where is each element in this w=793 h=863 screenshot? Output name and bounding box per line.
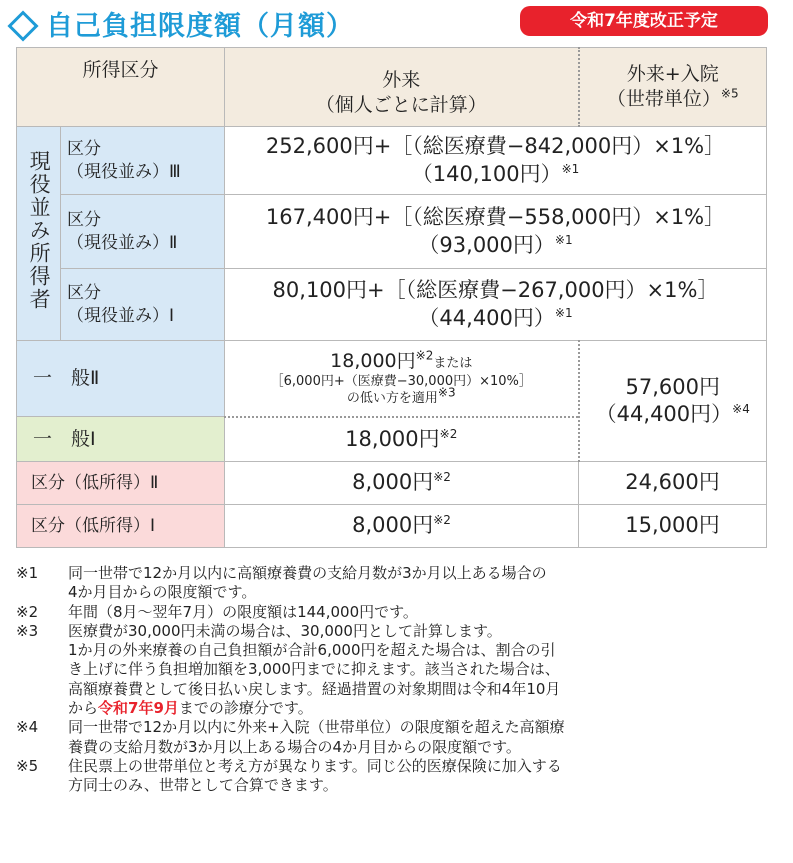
footnote: ※1 同一世帯で12か月以内に高額療養費の支給月数が3か月以上ある場合の 4か月目からの限度額です。	[16, 564, 547, 602]
table-row	[17, 341, 767, 417]
footnote: ※5 住民票上の世帯単位と考え方が異なります。同じ公的医療保険に加入する 方同士のみ、世帯として合算できます。	[16, 756, 562, 795]
header-outpatient: 外来 （個人ごとに計算）	[225, 48, 579, 127]
row-value-combined: 15,000円	[579, 505, 767, 548]
table-row	[17, 127, 767, 195]
row-value: 18,000円$^{※2}$	[225, 417, 579, 462]
row-label: 一 般Ⅱ	[17, 341, 225, 417]
row-label: 区分 （現役並み）Ⅲ	[61, 127, 225, 195]
group-cell	[17, 127, 61, 341]
page-title: 自己負担限度額（月額）	[6, 4, 354, 43]
row-label: 区分（低所得）Ⅰ	[17, 505, 225, 548]
table-header-row	[17, 48, 767, 127]
row-value-combined: 57,600円 （44,400円）$^{※4}$	[579, 341, 767, 462]
header-category: 所得区分	[17, 48, 225, 127]
diamond-icon	[7, 10, 38, 41]
footnote: ※4 同一世帯で12か月以内に外来+入院（世帯単位）の限度額を超えた高額療 養費の支給月数が3か月以上ある場合の4か月目からの限度額です。	[16, 718, 565, 756]
revision-badge: 令和7年度改正予定	[520, 6, 768, 36]
row-value: 80,100円+［（総医療費−267,000円）×1%］ （44,400円）$^{※1}$	[225, 269, 767, 341]
table-row	[17, 462, 767, 505]
footnote: ※2 年間（8月〜翌年7月）の限度額は144,000円です。	[16, 602, 418, 621]
table-row	[17, 195, 767, 269]
row-value: 8,000円$^{※2}$	[225, 505, 579, 548]
table-row	[17, 505, 767, 548]
row-value: 167,400円+［（総医療費−558,000円）×1%］ （93,000円）$^{※1}$	[225, 195, 767, 269]
footnotes	[16, 564, 776, 796]
group-label: 現役並み所得者	[27, 149, 52, 311]
limit-table	[16, 47, 767, 548]
header-combined: 外来+入院 （世帯単位）$^{※5}$	[579, 48, 767, 127]
table-row	[17, 269, 767, 341]
row-value: 252,600円+［（総医療費−842,000円）×1%］ （140,100円）$^{※1}$	[225, 127, 767, 195]
row-label: 区分 （現役並み）Ⅱ	[61, 195, 225, 269]
row-label: 区分（低所得）Ⅱ	[17, 462, 225, 505]
footnote: ※3 医療費が30,000円未満の場合は、30,000円として計算します。 1か月の外来療養の自己負担額が合計6,000円を超えた場合は、割合の引 き上げに伴う負担増加額を3,000円までに抑えます。該当された場合は、 高額療養費として後日払い戻します。経過措置の対象期間は令和4年10月 から令和7年9月までの診療分です。	[16, 621, 561, 718]
row-value-combined: 24,600円	[579, 462, 767, 505]
row-value: 8,000円$^{※2}$	[225, 462, 579, 505]
row-value: 18,000円$^{※2}$または ［6,000円+（医療費−30,000円）×10%］ の低い方を適用$^{※3}$	[225, 341, 579, 417]
row-label: 一 般Ⅰ	[17, 417, 225, 462]
row-label: 区分 （現役並み）Ⅰ	[61, 269, 225, 341]
